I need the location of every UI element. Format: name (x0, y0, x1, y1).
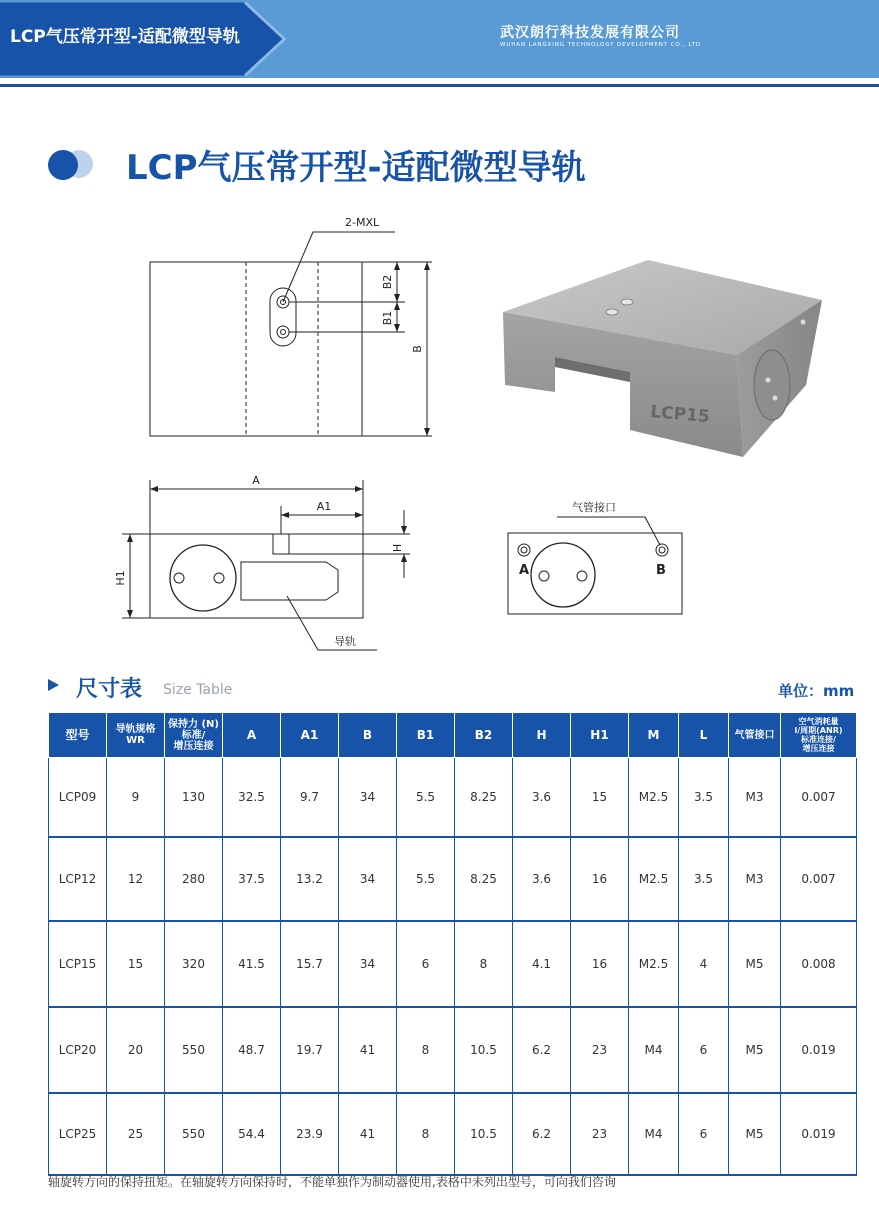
size-table-subtitle: Size Table (163, 682, 233, 698)
table-cell: 4.1 (513, 921, 571, 1007)
table-cell: 10.5 (455, 1007, 513, 1093)
label-rail: 导轨 (334, 635, 356, 648)
table-cell: 16 (571, 921, 629, 1007)
table-cell: 20 (107, 1007, 165, 1093)
table-cell: M3 (729, 758, 781, 838)
footnote: 轴旋转方向的保持扭矩。在轴旋转方向保持时，不能单独作为制动器使用,表格中未列出型号，可向我们咨询 (48, 1175, 616, 1189)
header-title: LCP气压常开型-适配微型导轨 (10, 27, 240, 47)
front-view (122, 480, 410, 650)
label-mxl: 2-MXL (345, 216, 380, 229)
table-cell: 10.5 (455, 1093, 513, 1175)
table-cell: 16 (571, 837, 629, 921)
table-cell: 6.2 (513, 1007, 571, 1093)
table-cell: 3.5 (679, 837, 729, 921)
product-render (503, 260, 822, 457)
label-b1: B1 (381, 310, 394, 326)
table-cell: 3.6 (513, 758, 571, 838)
col-header: 空气消耗量 l/周期(ANR) 标准连接/ 增压连接 (781, 713, 857, 758)
col-header: A1 (281, 713, 339, 758)
col-header: M (629, 713, 679, 758)
table-cell: 550 (165, 1007, 223, 1093)
table-cell: 41 (339, 1093, 397, 1175)
table-cell: 6 (679, 1093, 729, 1175)
page-title: LCP气压常开型-适配微型导轨 (126, 148, 586, 188)
company-name-cn: 武汉朗行科技发展有限公司 (500, 25, 680, 41)
table-cell: M2.5 (629, 921, 679, 1007)
table-cell: 8.25 (455, 837, 513, 921)
table-cell: 19.7 (281, 1007, 339, 1093)
table-row (49, 921, 857, 1007)
table-cell: 9.7 (281, 758, 339, 838)
col-header: A (223, 713, 281, 758)
table-cell: LCP15 (49, 921, 107, 1007)
table-cell: M2.5 (629, 837, 679, 921)
product-mark: LCP15 (649, 402, 711, 428)
table-cell: 23 (571, 1007, 629, 1093)
label-h1: H1 (114, 570, 127, 586)
label-h: H (391, 543, 404, 553)
table-cell: 0.007 (781, 758, 857, 838)
table-cell: 12 (107, 837, 165, 921)
table-cell: 5.5 (397, 758, 455, 838)
table-cell: 4 (679, 921, 729, 1007)
table-cell: 23.9 (281, 1093, 339, 1175)
col-header: H1 (571, 713, 629, 758)
table-cell: 6 (397, 921, 455, 1007)
table-cell: 37.5 (223, 837, 281, 921)
table-cell: 13.2 (281, 837, 339, 921)
header-rule (0, 84, 879, 87)
col-header: 气管接口 (729, 713, 781, 758)
table-cell: 320 (165, 921, 223, 1007)
table-cell: 3.5 (679, 758, 729, 838)
table-cell: 0.019 (781, 1007, 857, 1093)
label-port-b: B (656, 563, 666, 578)
table-row (49, 1093, 857, 1175)
label-port-a: A (519, 563, 530, 578)
table-cell: M2.5 (629, 758, 679, 838)
table-cell: M4 (629, 1093, 679, 1175)
table-cell: 32.5 (223, 758, 281, 838)
table-row (49, 837, 857, 921)
unit-label: 单位：mm (778, 682, 855, 700)
table-cell: 0.008 (781, 921, 857, 1007)
col-header: L (679, 713, 729, 758)
table-cell: 41.5 (223, 921, 281, 1007)
table-cell: 25 (107, 1093, 165, 1175)
table-cell: 34 (339, 921, 397, 1007)
table-cell: 15 (571, 758, 629, 838)
table-cell: 23 (571, 1093, 629, 1175)
table-cell: 6.2 (513, 1093, 571, 1175)
table-cell: 54.4 (223, 1093, 281, 1175)
table-cell: M5 (729, 921, 781, 1007)
table-cell: 8.25 (455, 758, 513, 838)
table-cell: M3 (729, 837, 781, 921)
table-cell: 34 (339, 837, 397, 921)
label-a: A (252, 474, 260, 487)
technical-drawing (0, 195, 879, 665)
col-header: 导轨规格 WR (107, 713, 165, 758)
table-cell: 8 (455, 921, 513, 1007)
col-header: B2 (455, 713, 513, 758)
label-b: B (411, 345, 424, 353)
size-table-title: 尺寸表 (76, 677, 143, 702)
table-cell: 6 (679, 1007, 729, 1093)
table-cell: 8 (397, 1007, 455, 1093)
table-cell: 15.7 (281, 921, 339, 1007)
table-cell: 3.6 (513, 837, 571, 921)
table-cell: 130 (165, 758, 223, 838)
table-cell: 15 (107, 921, 165, 1007)
table-cell: 41 (339, 1007, 397, 1093)
table-cell: M5 (729, 1093, 781, 1175)
table-cell: 34 (339, 758, 397, 838)
table-cell: 0.019 (781, 1093, 857, 1175)
table-cell: M5 (729, 1007, 781, 1093)
table-row (49, 758, 857, 838)
col-header: H (513, 713, 571, 758)
table-cell: 8 (397, 1093, 455, 1175)
label-b2: B2 (381, 274, 394, 290)
label-air-port: 气管接口 (572, 501, 616, 514)
company-name-en: WUHAN LANGXING TECHNOLOGY DEVELOPMENT CO., LTD (500, 42, 702, 48)
table-cell: 48.7 (223, 1007, 281, 1093)
col-header: B (339, 713, 397, 758)
title-bullet-icon (48, 150, 78, 180)
table-row (49, 1007, 857, 1093)
top-view (150, 232, 432, 436)
col-header: B1 (397, 713, 455, 758)
section-arrow-icon (48, 679, 59, 691)
size-table (48, 712, 857, 1176)
table-cell: 550 (165, 1093, 223, 1175)
table-cell: 5.5 (397, 837, 455, 921)
table-header-row (49, 713, 857, 758)
table-cell: 9 (107, 758, 165, 838)
table-cell: M4 (629, 1007, 679, 1093)
table-cell: LCP12 (49, 837, 107, 921)
table-cell: 0.007 (781, 837, 857, 921)
table-cell: 280 (165, 837, 223, 921)
table-cell: LCP09 (49, 758, 107, 838)
table-cell: LCP20 (49, 1007, 107, 1093)
col-header: 保持力 (N) 标准/ 增压连接 (165, 713, 223, 758)
table-cell: LCP25 (49, 1093, 107, 1175)
label-a1: A1 (316, 500, 332, 513)
col-header: 型号 (49, 713, 107, 758)
